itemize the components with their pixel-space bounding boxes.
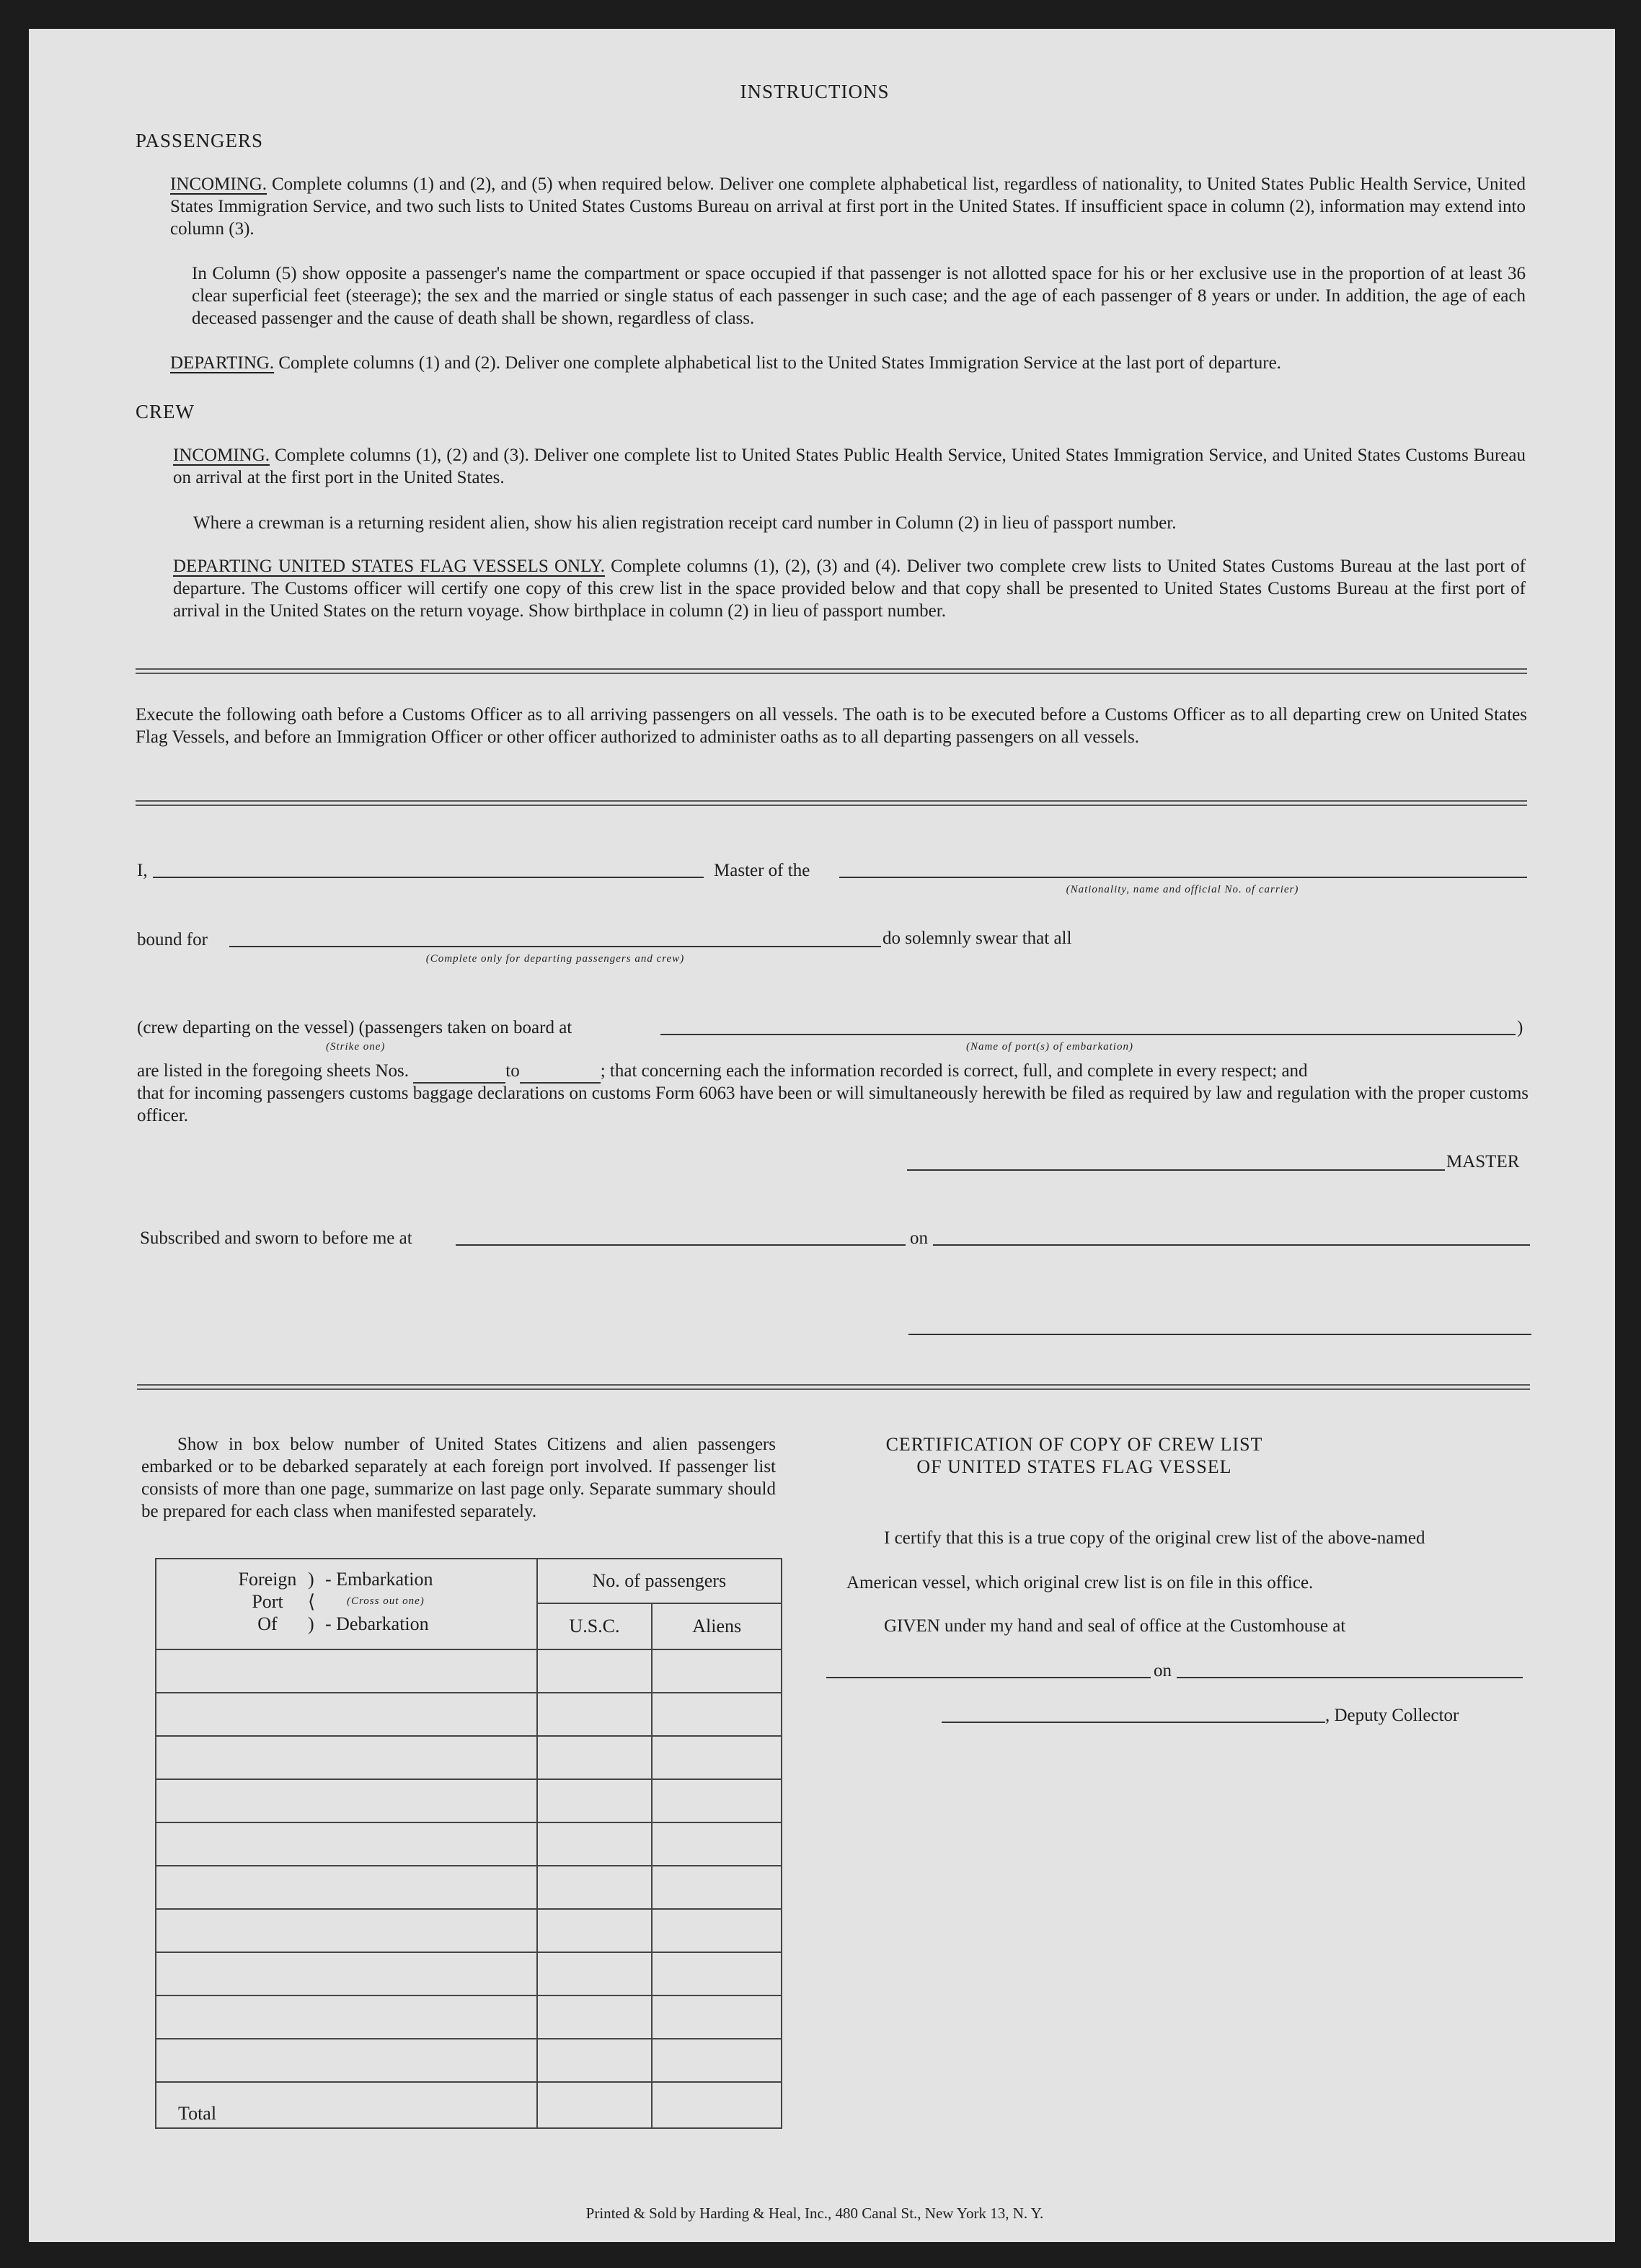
sworn-on-text: on bbox=[910, 1228, 928, 1248]
aliens-cell[interactable] bbox=[652, 1693, 782, 1736]
crew-departing-label: DEPARTING UNITED STATES FLAG VESSELS ONLY. bbox=[173, 557, 605, 576]
aliens-cell[interactable] bbox=[652, 1736, 782, 1779]
table-row bbox=[156, 1736, 782, 1779]
listed-text: are listed in the foregoing sheets Nos. bbox=[137, 1061, 409, 1081]
certify-line2: American vessel, which original crew list is on file in this office. bbox=[846, 1573, 1314, 1593]
passengers-departing-text: Complete columns (1) and (2). Deliver one complete alphabetical list to the United States Immigration Service at the last port of departure. bbox=[278, 353, 1281, 373]
total-usc-cell[interactable] bbox=[537, 2082, 653, 2128]
master-of-the-label: Master of the bbox=[714, 861, 810, 880]
aliens-cell[interactable] bbox=[652, 1779, 782, 1822]
certification-on-text: on bbox=[1154, 1661, 1172, 1680]
table-row bbox=[156, 1909, 782, 1952]
usc-cell[interactable] bbox=[537, 2039, 653, 2082]
crew-resident-paragraph: Where a crewman is a returning resident alien, show his alien registration receipt card number in Column (2) in lieu of passport number. bbox=[193, 513, 1177, 533]
debarkation-label: - Debarkation bbox=[325, 1613, 429, 1634]
officer-signature-line[interactable] bbox=[908, 1334, 1531, 1335]
section-divider bbox=[136, 800, 1527, 806]
swear-text: do solemnly swear that all bbox=[883, 929, 1072, 948]
table-row bbox=[156, 1822, 782, 1866]
passengers-incoming-label: INCOMING. bbox=[170, 174, 267, 194]
usc-cell[interactable] bbox=[537, 1822, 653, 1866]
table-row bbox=[156, 2039, 782, 2082]
table-row bbox=[156, 1995, 782, 2039]
port-cell[interactable] bbox=[156, 1779, 537, 1822]
port-cell[interactable] bbox=[156, 1649, 537, 1693]
certification-title-line2: OF UNITED STATES FLAG VESSEL bbox=[916, 1456, 1232, 1477]
summary-instructions: Show in box below number of United States Citizens and alien passengers embarked or to be debarked separately at each foreign port involved. If passenger list consists of more than one page, summarize on last page only. Separate summary should be prepared for each class when manifested separately. bbox=[141, 1435, 776, 1521]
total-row bbox=[156, 2082, 782, 2128]
master-label: MASTER bbox=[1446, 1152, 1520, 1171]
col-foreign: Foreign bbox=[238, 1569, 297, 1590]
crew-heading: CREW bbox=[136, 401, 195, 422]
listed-sheets-row bbox=[137, 1060, 1308, 1084]
crew-departing-text: Complete columns (1), (2), (3) and (4). Deliver two complete crew lists to United States Customs Bureau at the last port of departure. The Customs officer will certify one copy of this crew list in the space provided below and that copy shall be presented to United States Customs Bureau at the first port of arrival in the United States on the return voyage. Show birthplace in column (2) in lieu of passport number. bbox=[173, 557, 1526, 621]
passengers-column5-paragraph: In Column (5) show opposite a passenger's name the compartment or space occupied if that passenger is not allotted space for his or her exclusive use in the proportion of at least 36 clear superficial feet (steerage); the sex and the married or single status of each passenger in such case; and the age of each passenger of 8 years or under. In addition, the age of each deceased passenger and the cause of death shall be shown, regardless of class. bbox=[192, 264, 1526, 328]
ports-caption: (Name of port(s) of embarkation) bbox=[966, 1041, 1133, 1053]
port-cell[interactable] bbox=[156, 1909, 537, 1952]
sworn-date-line[interactable] bbox=[933, 1244, 1530, 1246]
usc-cell[interactable] bbox=[537, 1995, 653, 2039]
port-cell[interactable] bbox=[156, 1952, 537, 1995]
carrier-line[interactable] bbox=[839, 877, 1527, 878]
passenger-summary-table bbox=[155, 1558, 782, 2129]
usc-cell[interactable] bbox=[537, 1866, 653, 1909]
deputy-collector-label: , Deputy Collector bbox=[1325, 1706, 1459, 1725]
usc-cell[interactable] bbox=[537, 1779, 653, 1822]
port-cell[interactable] bbox=[156, 1866, 537, 1909]
passengers-incoming-text: Complete columns (1) and (2), and (5) when required below. Deliver one complete alphabetical list, regardless of nationality, to United States Public Health Service, United States Immigration Service, and two such lists to United States Customs Bureau on arrival at first port in the United States. If insufficient space in column (2), information may extend into column (3). bbox=[170, 174, 1526, 239]
passengers-departing-label: DEPARTING. bbox=[170, 353, 275, 373]
certification-date-line[interactable] bbox=[1177, 1677, 1523, 1678]
form-page bbox=[29, 29, 1615, 2242]
aliens-header: Aliens bbox=[652, 1603, 782, 1649]
deputy-collector-signature-line[interactable] bbox=[942, 1722, 1325, 1723]
aliens-cell[interactable] bbox=[652, 1952, 782, 1995]
crew-incoming-label: INCOMING. bbox=[173, 446, 270, 465]
aliens-cell[interactable] bbox=[652, 2039, 782, 2082]
no-of-passengers-header: No. of passengers bbox=[537, 1559, 782, 1603]
printer-footer: Printed & Sold by Harding & Heal, Inc., 480 Canal St., New York 13, N. Y. bbox=[585, 2205, 1044, 2222]
passengers-departing-paragraph bbox=[170, 352, 1526, 374]
certification-title bbox=[685, 1433, 1464, 1478]
embarkation-ports-line[interactable] bbox=[660, 1034, 1516, 1035]
port-cell[interactable] bbox=[156, 2039, 537, 2082]
col-port: Port bbox=[252, 1591, 283, 1612]
cross-out-one-caption: (Cross out one) bbox=[347, 1595, 425, 1607]
usc-cell[interactable] bbox=[537, 1952, 653, 1995]
passengers-incoming-paragraph bbox=[170, 173, 1526, 240]
aliens-cell[interactable] bbox=[652, 1909, 782, 1952]
usc-cell[interactable] bbox=[537, 1649, 653, 1693]
usc-header: U.S.C. bbox=[537, 1603, 653, 1649]
total-label: Total bbox=[156, 2082, 537, 2128]
close-paren: ) bbox=[1517, 1018, 1523, 1037]
bound-for-line[interactable] bbox=[229, 946, 881, 947]
certify-line1: I certify that this is a true copy of the original crew list of the above-named bbox=[884, 1528, 1425, 1548]
embarkation-label: - Embarkation bbox=[325, 1569, 433, 1590]
sworn-place-line[interactable] bbox=[456, 1244, 906, 1246]
table-row bbox=[156, 1952, 782, 1995]
oath-i-label: I, bbox=[137, 861, 148, 880]
usc-cell[interactable] bbox=[537, 1693, 653, 1736]
port-cell[interactable] bbox=[156, 1995, 537, 2039]
master-signature-line[interactable] bbox=[907, 1169, 1445, 1171]
listed-rest-first: ; that concerning each the information recorded is correct, full, and complete in every respect; and bbox=[600, 1061, 1308, 1081]
bound-for-label: bound for bbox=[137, 930, 208, 949]
section-divider bbox=[137, 1384, 1530, 1390]
usc-cell[interactable] bbox=[537, 1909, 653, 1952]
aliens-cell[interactable] bbox=[652, 1649, 782, 1693]
listed-rest-text: that for incoming passengers customs baggage declarations on customs Form 6063 have been or will simultaneously herewith be filed as required by law and regulation with the proper customs officer. bbox=[137, 1084, 1529, 1125]
complete-only-caption: (Complete only for departing passengers and crew) bbox=[425, 953, 685, 965]
given-text: GIVEN under my hand and seal of office at the Customhouse at bbox=[884, 1616, 1346, 1636]
crew-departing-paragraph bbox=[173, 555, 1526, 622]
section-divider bbox=[136, 668, 1527, 674]
port-cell[interactable] bbox=[156, 1822, 537, 1866]
total-aliens-cell[interactable] bbox=[652, 2082, 782, 2128]
customhouse-place-line[interactable] bbox=[826, 1677, 1151, 1678]
crew-incoming-paragraph bbox=[173, 444, 1526, 489]
passengers-heading: PASSENGERS bbox=[136, 130, 264, 151]
port-cell[interactable] bbox=[156, 1736, 537, 1779]
table-header-row bbox=[156, 1559, 782, 1603]
sheet-to-line[interactable] bbox=[520, 1060, 601, 1084]
table-row bbox=[156, 1779, 782, 1822]
instructions-title: INSTRUCTIONS bbox=[740, 81, 890, 102]
oath-instructions: Execute the following oath before a Customs Officer as to all arriving passengers on all vessels. The oath is to be executed before a Customs Officer as to all departing crew on United States Flag Vessels, and before an Immigration Officer or other officer authorized to administer oaths as to all departing passengers on all vessels. bbox=[136, 705, 1527, 747]
certification-title-line1: CERTIFICATION OF COPY OF CREW LIST bbox=[885, 1434, 1263, 1455]
aliens-cell[interactable] bbox=[652, 1995, 782, 2039]
to-text: to bbox=[505, 1061, 520, 1081]
table-row bbox=[156, 1866, 782, 1909]
crew-passengers-text: (crew departing on the vessel) (passengers taken on board at bbox=[137, 1018, 572, 1037]
subscribed-text: Subscribed and sworn to before me at bbox=[140, 1228, 412, 1248]
strike-one-caption: (Strike one) bbox=[326, 1041, 386, 1053]
aliens-cell[interactable] bbox=[652, 1822, 782, 1866]
col-of: Of bbox=[257, 1613, 278, 1634]
usc-cell[interactable] bbox=[537, 1736, 653, 1779]
nationality-caption: (Nationality, name and official No. of carrier) bbox=[1066, 884, 1299, 895]
master-name-line[interactable] bbox=[153, 877, 704, 878]
port-cell[interactable] bbox=[156, 1693, 537, 1736]
brace-symbol: ) ⟨ ) bbox=[308, 1569, 316, 1634]
aliens-cell[interactable] bbox=[652, 1866, 782, 1909]
table-row bbox=[156, 1649, 782, 1693]
table-row bbox=[156, 1693, 782, 1736]
port-header-cell bbox=[156, 1559, 537, 1649]
sheet-from-line[interactable] bbox=[413, 1060, 505, 1084]
crew-incoming-text: Complete columns (1), (2) and (3). Deliver one complete list to United States Public Health Service, United States Immigration Service, and United States Customs Bureau on arrival at the first port in the United States. bbox=[173, 446, 1526, 487]
